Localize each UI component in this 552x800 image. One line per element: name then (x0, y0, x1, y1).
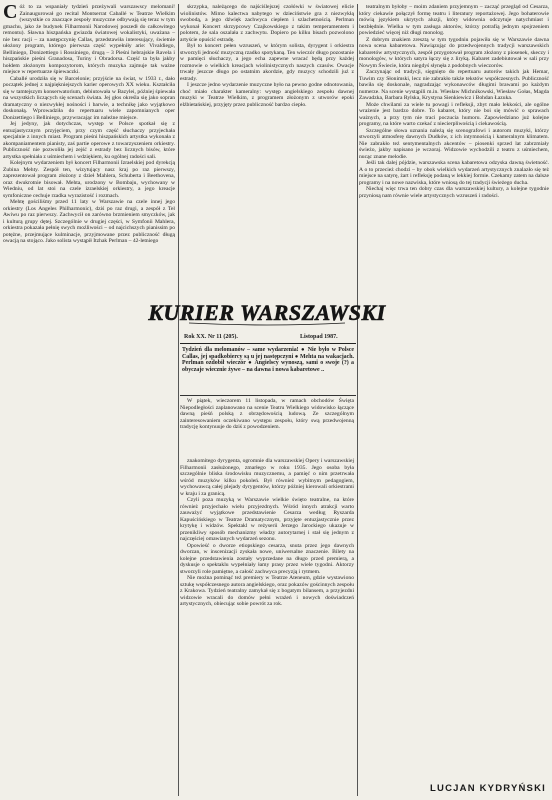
kurier-warszawski-logo (148, 290, 386, 328)
paragraph: Jej jedyny, jak dotychczas, występ w Polsce spotkał się z entuzjastycznym przyjęciem, przy czym część słuchaczy przyjechała specjalnie z innych miast. Program pieśni hiszpańskich artystka wykonała z akompaniamentem pianisty, zaś partie operowe z towarzyszeniem orkiestry. Publiczność nie pozwoliła jej zejść z estrady bez licznych bisów, które artystka spełniała z uśmiechem i wdziękiem, ku ogólnej radości sali. (3, 121, 175, 160)
paragraph: teatralnym byłoby – moim zdaniem przyjemnym – zacząć przegląd od Cesarza, który ciekawie połączył formę teatru i literatury reportażowej. Jego bohaterowie mówią językiem ukrytych aluzji, który widownia odczytuje natychmiast i bezbłędnie. Wielka w tym zasługa aktorów, którzy potrafią jednym spojrzeniem powiedzieć więcej niż długi monolog. (359, 4, 549, 36)
paragraph: Zaczynając od tradycji, sięgnięto do repertuaru autorów takich jak Hemar, Tuwim czy Słonimski, lecz nie zabrakło także tekstów współczesnych. Publiczność bawiła się doskonale, nagradzając wykonawców długimi brawami po każdym numerze. Na scenie wystąpili m.in. Wiesław Michnikowski, Wiesław Gołas, Magda Zawadzka, Barbara Rylska, Krystyna Sienkiewicz i Bohdan Łazuka. (359, 69, 549, 101)
paragraph: Nie można pominąć też premiery w Teatrze Ateneum, gdzie wystawiono sztukę współczesnego autora angielskiego, oraz pokazów gościnnych zespołu z Krakowa. Tydzień teatralny zamykał się z bogatym bilansem, a przyjezdni widzowie wracali do domów pełni wrażeń i nowych doświadczeń artystycznych, obiecując sobie powrót za rok. (180, 575, 354, 607)
paragraph: Mehtę gościliśmy przed 11 laty w Warszawie na czele innej jego orkiestry (Los Angeles Philharmonic), dziś po raz drugi, a zespół z Tel Awiwu po raz pierwszy. Zachwycił on zarówno brzmieniem smyczków, jak i kulturą grupy dętej. Szczególnie w drugiej części, w Symfonii Mahlera, orkiestra pokazała pełnię swych możliwości – od najcichszych pianissim po potężne, przejmujące kulminacje, przyjmowane przez publiczność długą owacją na stojąco. Jako solista wystąpił Itzhak Perlman – 42-letniego (3, 199, 175, 244)
article-column-3 (359, 4, 549, 796)
paragraph: Caballé urodziła się w Barcelonie; przyjście na świat, w 1933 r., dało początek jednej z najpiękniejszych karier operowych XX wieku. Kształciła się w tamtejszym konserwatorium, debiutowała w Bazylei, później śpiewała na wszystkich liczących się scenach świata. Jej głos określa się jako sopran dramatyczny o niezwykłej nośności i barwie, a technikę jako wyjątkowo doskonałą. Wprowadziła do repertuaru wiele zapomnianych oper Donizettiego i Belliniego, przywracając im należne miejsce. (3, 75, 175, 121)
column-divider (357, 4, 358, 796)
paragraph: Był to koncert pełen wzruszeń, w którym solista, dyrygent i orkiestra stworzyli jedność muzyczną rzadko spotykaną. Ten wieczór długo pozostanie w pamięci słuchaczy, a jego echa zapewne wracać będą przy każdej rozmowie o wielkich kreacjach wiolinistycznych naszych czasów. Owacje trwały jeszcze długo po ostatnim akordzie, gdy muzycy schodzili już z estrady. (180, 43, 354, 82)
paragraph: Czyli poza muzyką w Warszawie wielkie święto teatralne, na które również przyjechało wielu przyjezdnych. Wśród innych atrakcji warto zauważyć wyjątkowe przedstawienie Cesarza według Ryszarda Kapuścińskiego w Teatrze Dramatycznym, przyjęte entuzjastycznie przez krytykę i widzów. Spektakl w reżyserii Jerzego Jarockiego ukazuje w przenikliwy sposób mechanizmy władzy autorytarnej i stał się jednym z najczęściej omawianych wydarzeń sezonu. (180, 497, 354, 542)
drop-cap: C (3, 1, 18, 23)
column-divider (178, 4, 179, 796)
paragraph: znakomitego dyrygenta, ogromnie dla warszawskiej Opery i warszawskiej Filharmonii zasłużonego, zmarłego w roku 1935. Jego osoba była szczególnie bliska środowisku muzycznemu, a pamięć o nim przetrwała wśród muzyków kilku pokoleń. Był również wybitnym pedagogiem, wychowawcą całej plejady dyrygentów, którzy później kierowali orkiestrami w kraju i za granicą. (180, 458, 354, 497)
masthead-rule (180, 343, 356, 344)
issue-summary: Tydzień dla melomanów – same wydarzenia! ● Nie było w Polsce Callas, jej spadkobiercy są u jej następczyni ● Mehta na wakacjach. Perlman ozdobił wieczór ● Angielscy wynoszą, sami o swoje (?) a obyczaje wiecznie żywe – na dawna i nowa kabaretowe .. (182, 347, 354, 373)
issue-number: Rok XX. Nr 11 (205). (184, 334, 238, 340)
article-column-1 (3, 1, 175, 796)
svg-text:KURIER WARSZAWSKI: KURIER WARSZAWSKI (148, 300, 386, 325)
paragraph: Opowieść o dworze etiopskiego cesarza, snuta przez jego dawnych dworzan, w inscenizacji zyskała nowe, uniwersalne znaczenie. Bilety na kolejne przedstawienia zostały wyprzedane na długo przed premierą, a dyskusje o spektaklu wypełniały łamy prasy przez wiele tygodni. Aktorzy stworzyli role pamiętne, a całość zachwyca precyzją i rytmem. (180, 542, 354, 575)
article-column-2-top (180, 4, 354, 276)
paragraph: Niechaj więc trwa ten dobry czas dla warszawskiej kultury, a kolejne tygodnie przyniosą nam równie wiele artystycznych wzruszeń i radości. (359, 186, 549, 199)
summary-rule (180, 395, 356, 396)
paragraph: Może chwilami za wiele tu powagi i refleksji, zbyt mało lekkości, ale ogólne wrażenie jest bardzo dobre. To kabaret, który nie boi się mówić o sprawach ważnych, a przy tym nie traci poczucia humoru. Zapowiedziano już kolejne programy, na które warto czekać z niecierpliwością i ciekawością. (359, 101, 549, 127)
paragraph: I jeszcze jedno wydarzenie muzyczne było na pewno godne odnotowania, choć miało charakter kameralny: występ angielskiego zespołu dawnej muzyki w Teatrze Wielkim, z programem złożonym z utworów epoki elżbietańskiej, przyjęty przez publiczność bardzo ciepło. (180, 82, 354, 108)
paragraph: Szczególne słowa uznania należą się scenografowi i autorom muzyki, którzy stworzyli atmosferę dawnych Dudków, z ich intymnością i kameralnym klimatem. Nie zabrakło też sentymentalnych akcentów – piosenki sprzed lat zabrzmiały świeżo, jakby napisano je wczoraj. Widzowie wychodzili z teatru z uśmiechem, nucąc znane melodie. (359, 127, 549, 160)
paragraph: Jeśli tak dalej pójdzie, warszawska scena kabaretowa odzyska dawną świetność. A o to przecież chodzi – by obok wielkich wydarzeń artystycznych znalazło się też miejsce na satyrę, żart i refleksję podaną w lekkiej formie. Czekamy zatem na dalsze programy i na nowe nazwiska, które wniosą do tej tradycji świeżego ducha. (359, 160, 549, 186)
article-column-2-mid (180, 398, 354, 456)
author-signature: LUCJAN KYDRYŃSKI (426, 783, 546, 794)
issue-date: Listopad 1987. (300, 334, 338, 340)
paragraph: Z dobrym znakiem zresztą w tym tygodniu pojawiła się w Warszawie dawna nowa scena kabaretowa. Nawiązując do przedwojennych tradycji warszawskich kabaretów artystycznych, zespół przygotował program złożony z piosenek, skeczy i monologów, w których satyra łączy się z liryką. Kabaret zadebiutował w sali przy Nowym Świecie, która niegdyś słynęła z podobnych wieczorów. (359, 36, 549, 69)
paragraph: W piątek, wieczorem 11 listopada, w ramach obchodów Święta Niepodległości zaplanowano na scenie Teatru Wielkiego widowisko łączące dawną pieśń polską z obrzędowością ludową. Ze szczególnym zainteresowaniem oczekiwano występu zespołu, który swą przedwojenną tradycję kontynuuje do dziś z powodzeniem. (180, 398, 354, 430)
paragraph: óż to za wspaniały tydzień przeżywali warszawscy melomani! Zainaugurował go recital Montserrat Caballé w Teatrze Wielkim (wszystkie co znaczące zespoły muzyczne odbywają się teraz w tym gmachu, jako że budynek Filharmonii Narodowej poszedł do całkowitego remontu). Sławna hiszpańska gwiazda światowej wokalistyki, uważana – nie bez racji – za następczynię Callas, przedstawiła interesujący, świetnie ułożony program, którego pierwsza część wypełniły arie: Vivaldiego, Belliniego, Donizettiego i Rossiniego, drugą – 3 Pieśni hebrajskie Ravela i hiszpańskie pieśni Granadosa, Turiny i Obradorsa. Część ta była jakby hołdem złożonym kompozytorom, których muzyka zajmuje tak ważne miejsce w repertuarze śpiewaczki. (3, 4, 175, 75)
paragraph: Kolejnym wydarzeniem był koncert Filharmonii Izraelskiej pod dyrekcją Zubina Mehty. Zespół ten, wizytujący nasz kraj po raz pierwszy, zaprezentował program złożony z dzieł Mahlera, Schuberta i Beethovena, oraz dwukrotnie bisował. Mehta, urodzony w Bombaju, wychowany w Wiedniu, od lat stoi na czele izraelskiej orkiestry, a jego kreacje symfoniczne cechuje rzadka wyrazistość i rozmach. (3, 160, 175, 199)
article-column-2-bottom (180, 458, 354, 796)
paragraph: skrzypka, należącego do najściślejszej czołówki w światowej elicie wiolinistów. Mimo kalectwa nabytego w dzieciństwie gra z niezwykłą swobodą, a jego dźwięk zachwyca ciepłem i szlachetnością. Perlman wykonał Koncert skrzypcowy Czajkowskiego z takim temperamentem i polotem, że sala oszalała z zachwytu. Dopiero po kilku bisach pozwolono artyście opuścić estradę. (180, 4, 354, 43)
